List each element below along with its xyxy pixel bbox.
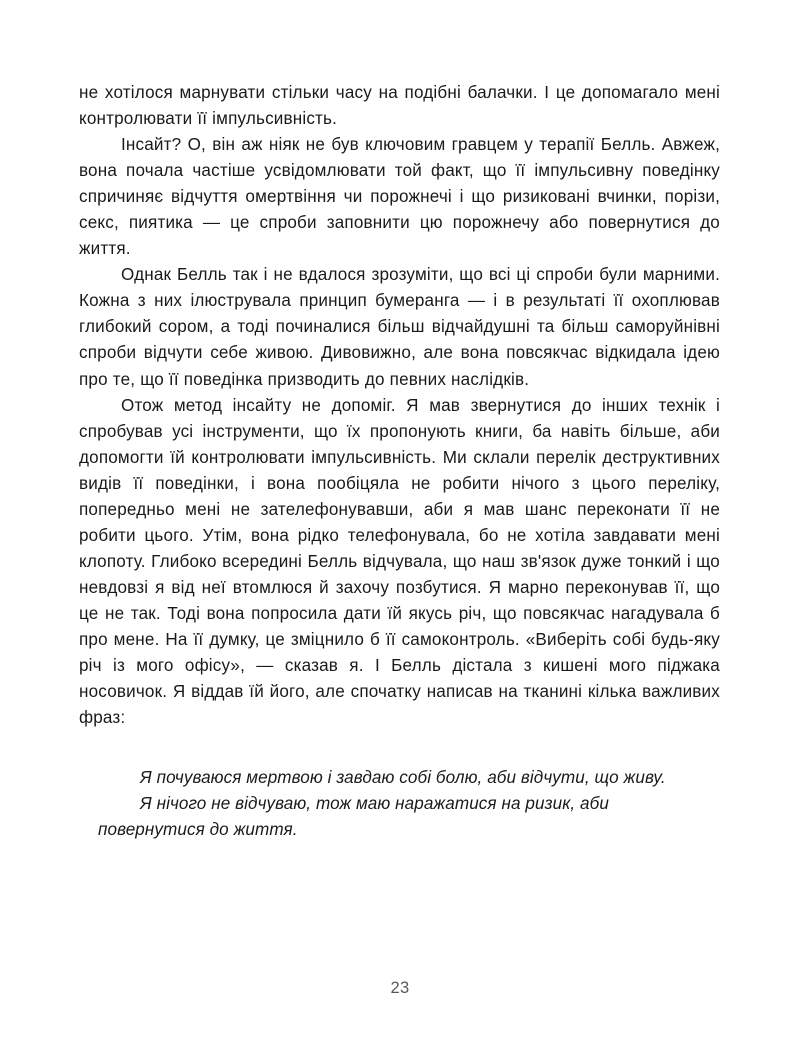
body-text-column	[79, 80, 720, 843]
quote-line-first: Я почуваюся мертвою і завдаю собі болю, аби відчути, що живу.	[140, 768, 666, 788]
paragraph-boomerang: Однак Белль так і не вдалося зрозуміти, що всі ці спроби були марними. Кожна з них ілюструвала принцип бумеранга — і в результаті її охоплював глибокий сором, а тоді починалися більш відчайдушні та більш саморуйнівні спроби відчути себе живою. Дивовижно, але вона повсякчас відкидала ідею про те, що її поведінка призводить до певних наслідків.	[79, 265, 720, 389]
paragraph-methods: Отож метод інсайту не допоміг. Я мав звернутися до інших технік і спробував усі інструменти, що їх пропонують книги, ба навіть більше, аби допомогти їй контролювати імпульсивність. Ми склали перелік деструктивних видів її поведінки, і вона пообіцяла не робити нічого з цього переліку, попередньо мені не зателефонувавши, аби я мав шанс переконати її не робити цього. Утім, вона рідко телефонувала, бо не хотіла завдавати мені клопоту. Глибоко всередині Белль відчувала, що наш зв'язок дуже тонкий і що невдовзі я від неї втомлюся й захочу позбутися. Я марно переконував її, що це не так. Тоді вона попросила дати їй якусь річ, що повсякчас нагадувала б про мене. На її думку, це зміцнило б її самоконтроль. «Виберіть собі будь-яку річ із мого офісу», — сказав я. І Белль дістала з кишені мого піджака носовичок. Я віддав їй його, але спочатку написав на тканині кілька важливих фраз:	[79, 395, 720, 728]
paragraph-insight: Інсайт? О, він аж ніяк не був ключовим гравцем у терапії Белль. Авжеж, вона почала частіше усвідомлювати той факт, що її імпульсивну поведінку спричиняє відчуття омертвіння чи порожнечі і що ризиковані вчинки, порізи, секс, пиятика — це спроби заповнити цю порожнечу або повернутися до життя.	[79, 135, 720, 259]
handkerchief-quote-block	[98, 765, 698, 843]
paragraph-continued: не хотілося марнувати стільки часу на подібні балачки. І це допомагало мені контролювати її імпульсивність.	[79, 83, 720, 129]
page-number: 23	[390, 979, 410, 997]
quote-line-second: Я нічого не відчуваю, тож маю наражатися на ризик, аби повернутися до життя.	[98, 794, 609, 840]
